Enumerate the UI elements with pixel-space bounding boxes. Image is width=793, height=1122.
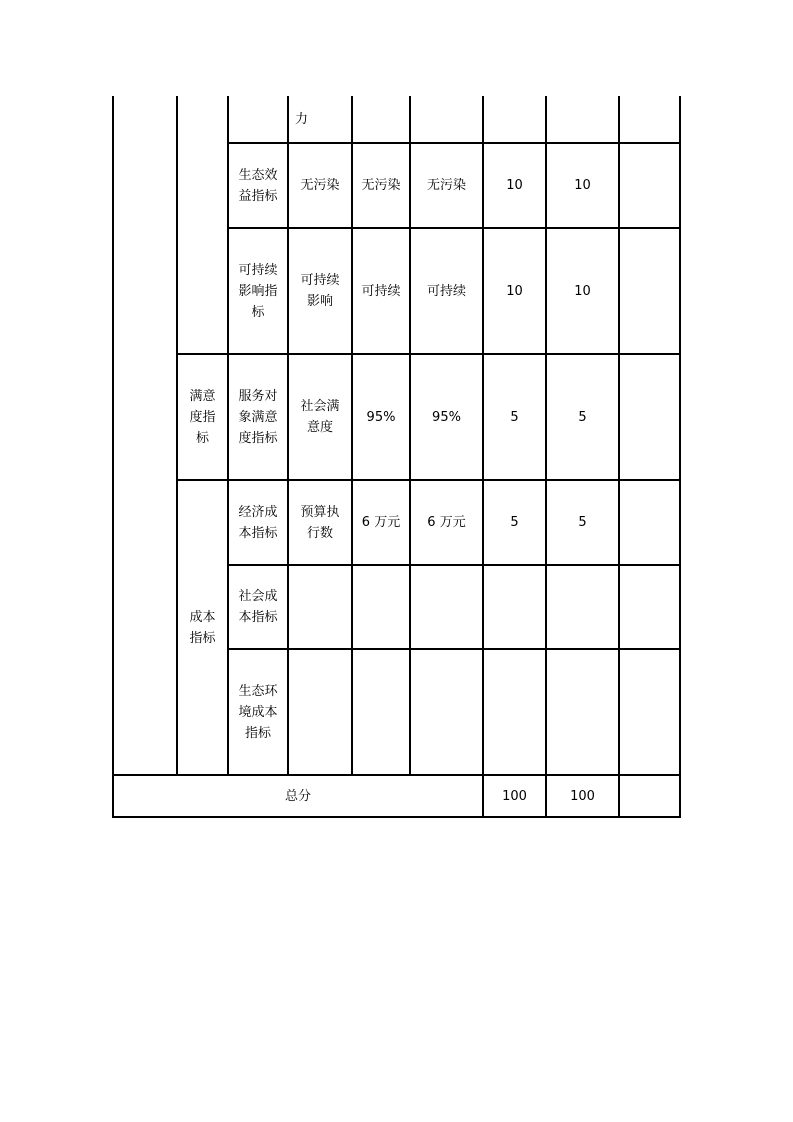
indicator-cell: 生态效 益指标	[238, 167, 278, 204]
total-score: 100	[570, 788, 595, 804]
table-border-bottom	[112, 816, 681, 818]
measure-cell: 预算执 行数	[300, 504, 340, 541]
score-cell: 10	[574, 283, 591, 299]
actual-cell: 95%	[432, 409, 461, 425]
category-cell: 成本 指标	[189, 609, 216, 646]
measure-cell: 无污染	[300, 178, 340, 193]
weight-cell: 10	[506, 283, 523, 299]
target-cell: 可持续	[361, 283, 401, 299]
score-cell: 5	[578, 409, 587, 425]
score-cell: 10	[574, 178, 591, 193]
indicator-cell: 生态环 境成本 指标	[238, 683, 278, 741]
column-divider	[618, 96, 620, 818]
total-label: 总分	[284, 788, 311, 804]
actual-cell: 可持续	[426, 283, 466, 299]
row-divider	[227, 648, 681, 650]
weight-cell: 10	[506, 178, 523, 193]
table-cell: 力	[295, 111, 309, 127]
score-cell: 5	[578, 515, 587, 530]
measure-cell: 可持续 影响	[300, 273, 340, 309]
weight-cell: 5	[510, 409, 519, 425]
table-border-right	[679, 96, 681, 818]
actual-cell: 无污染	[426, 178, 466, 193]
row-divider	[227, 564, 681, 566]
table-border-left	[112, 96, 114, 818]
weight-cell: 5	[510, 515, 519, 530]
actual-cell: 6 万元	[427, 515, 466, 530]
indicator-cell: 经济成 本指标	[238, 504, 278, 541]
target-cell: 95%	[366, 409, 396, 425]
indicator-cell: 社会成 本指标	[238, 589, 278, 625]
target-cell: 无污染	[361, 178, 401, 193]
indicator-cell: 可持续 影响指 标	[238, 262, 278, 320]
measure-cell: 社会满 意度	[300, 399, 340, 435]
category-cell: 满意 度指 标	[189, 388, 216, 446]
indicator-cell: 服务对 象满意 度指标	[238, 388, 278, 446]
target-cell: 6 万元	[361, 515, 401, 530]
total-weight: 100	[502, 788, 527, 804]
